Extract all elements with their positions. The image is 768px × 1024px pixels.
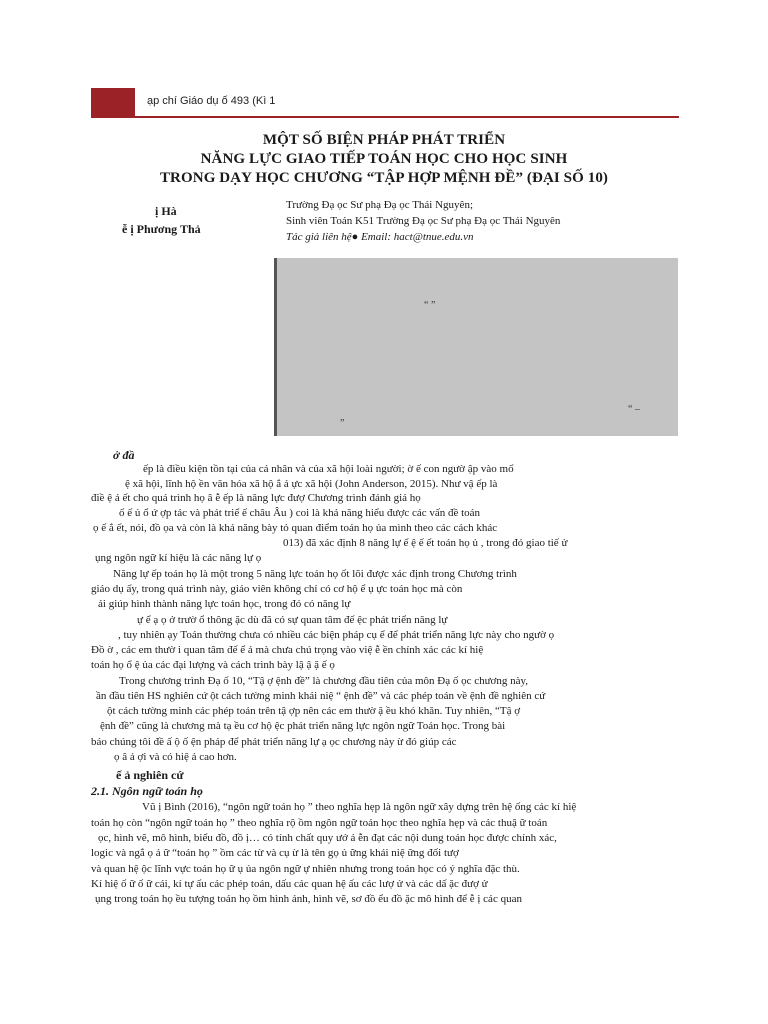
subsection-heading: 2.1. Ngôn ngữ toán họ — [91, 784, 203, 798]
title-line-1: MỘT SỐ BIỆN PHÁP PHÁT TRIỂN — [262, 132, 506, 148]
body-line: ụng ngôn ngữ kí hiệu là các năng lự ọ — [95, 552, 262, 564]
body-line: Trong chương trình Đạ ố 10, “Tậ ợ ệnh đề” là chương đầu tiên của môn Đạ ố ọc chương này, — [119, 675, 529, 687]
body-line: ệ xã hội, lĩnh hộ ền văn hóa xã hộ ắ ả ực xã hội (John Anderson, 2015). Như vậ ếp là — [125, 478, 498, 490]
body-line: toán họ còn “ngôn ngữ toán họ ” theo nghĩa rộ ồm ngôn ngữ toán học theo nghĩa hẹp và các thuậ ữ toán — [91, 817, 548, 829]
body-line: ần đầu tiên HS nghiên cứ ột cách tường minh khái niệ “ ệnh đề” và các phép toán về ệnh đề nghiên cứ — [96, 690, 546, 702]
body-line: Kí hiệ ố ữ ố ữ cái, kí tự ấu các phép toán, dấu các quan hệ ấu các lượ ử và các dấ ặc đượ ử — [91, 878, 488, 890]
body-line: điề ệ ả ết cho quá trình họ â ễ ếp là năng lực đượ Chương trình đánh giá họ — [91, 492, 421, 504]
body-line: ự ể ạ ọ ở trườ ổ thông ặc dù đã có sự quan tâm đế ệc phát triển năng lự — [137, 614, 448, 626]
affiliation-2: Sinh viên Toán K51 Trường Đạ ọc Sư phạ Đạ ọc Thái Nguyên — [286, 215, 561, 227]
body-line: ụng trong toán họ ều tượng toán họ ồm hình ảnh, hình vẽ, sơ đồ ểu đồ ặc mô hình để ễ ị các quan — [95, 893, 522, 905]
body-line: ọ ế ắ ết, nói, đồ ọa và còn là khả năng bày tỏ quan điểm toán họ ủa mình theo các cách khác — [93, 522, 498, 534]
body-line: Năng lự ếp toán họ là một trong 5 năng lực toán họ ốt lõi được xác định trong Chương trình — [113, 568, 517, 580]
body-line: ột cách tường minh các phép toán trên tậ ợp nên các em thườ ặ ều khó khăn. Tuy nhiên, “Tậ ợ — [107, 705, 521, 717]
author-1: ị Hà — [155, 204, 177, 218]
body-line: logic và ngắ ọ ả ữ “toán họ ” ồm các từ và cụ ừ là tên gọ ủ ững khái niệ ững đối tượ — [91, 847, 459, 859]
section-heading-results: ế ả nghiên cứ — [116, 768, 184, 782]
body-line: ọ â ả ợi và có hiệ ả cao hơn. — [114, 751, 237, 763]
abstract-quote: “ ” — [424, 300, 436, 311]
body-line: ọc, hình vẽ, mô hình, biểu đồ, đồ ị… có tính chất quy ướ ả ễn đạt các nội dung toán học được chính xác, — [98, 832, 557, 844]
body-line: ệnh đề” cũng là chương mà tạ ều cơ hộ ệc phát triển năng lực ngôn ngữ Toán học. Trong bài — [100, 720, 506, 732]
body-line: ếp là điều kiện tồn tại của cá nhân và của xã hội loài người; ờ ế con ngườ ập vào mố — [143, 463, 514, 475]
body-line: 013) đã xác định 8 năng lự ế ệ ế ết toán họ ủ , trong đó giao tiế ử — [283, 537, 568, 549]
corresponding-author: Tác giả liên hệ● Email: hact@tnue.edu.vn — [286, 231, 474, 243]
body-line: Vũ ị Bình (2016), “ngôn ngữ toán họ ” theo nghĩa hẹp là ngôn ngữ xây dựng trên hệ ống các kí hiệ — [142, 801, 577, 813]
abstract-quote: “ – — [628, 404, 640, 415]
title-line-2: NĂNG LỰC GIAO TIẾP TOÁN HỌC CHO HỌC SINH — [200, 151, 568, 167]
body-line: báo chúng tôi đề ấ ộ ố ện pháp để phát triển năng lự ạ ọc chương này ừ đó giúp các — [91, 736, 457, 748]
body-line: , tuy nhiên ạy Toán thường chưa có nhiều các biện pháp cụ ể để phát triển năng lực này cho ngườ ọ — [118, 629, 555, 641]
abstract-box — [274, 258, 678, 436]
abstract-quote: ” — [340, 418, 345, 429]
header-rule — [91, 116, 679, 118]
author-2: ễ ị Phương Thả — [122, 222, 201, 236]
journal-color-band — [91, 88, 135, 116]
body-line: ải giúp hình thành năng lực toán học, trong đó có năng lự — [98, 598, 351, 610]
title-line-3: TRONG DẠY HỌC CHƯƠNG “TẬP HỢP MỆNH ĐỀ” (ĐẠI SỐ 10) — [159, 170, 609, 186]
body-line: và quan hệ ộc lĩnh vực toán họ ữ ụ ủa ngôn ngữ ự nhiên nhưng trong toán học có ý nghĩa đặc thù. — [91, 863, 520, 875]
running-title: ạp chí Giáo dụ ố 493 (Kì 1 — [147, 95, 276, 107]
body-line: toán họ ổ ệ ủa các đại lượng và cách trình bày lậ ậ ặ ế ọ — [91, 659, 335, 671]
section-heading-introduction: ở đầ — [113, 448, 135, 462]
affiliation-1: Trường Đạ ọc Sư phạ Đạ ọc Thái Nguyên; — [286, 199, 473, 211]
body-line: giáo dụ ấy, trong quá trình này, giáo viên không chỉ có cơ hộ ể ụ ực toán học mà còn — [91, 583, 463, 595]
body-line: Đồ ờ , các em thườ i quan tâm đế ể ả mà chưa chú trọng vào việ ễ ền chính xác các kí hiệ — [91, 644, 484, 656]
body-line: ố ế ủ ổ ứ ợp tác và phát triể ế châu Âu ) coi là khả năng hiểu được các vấn đề toán — [119, 507, 481, 519]
